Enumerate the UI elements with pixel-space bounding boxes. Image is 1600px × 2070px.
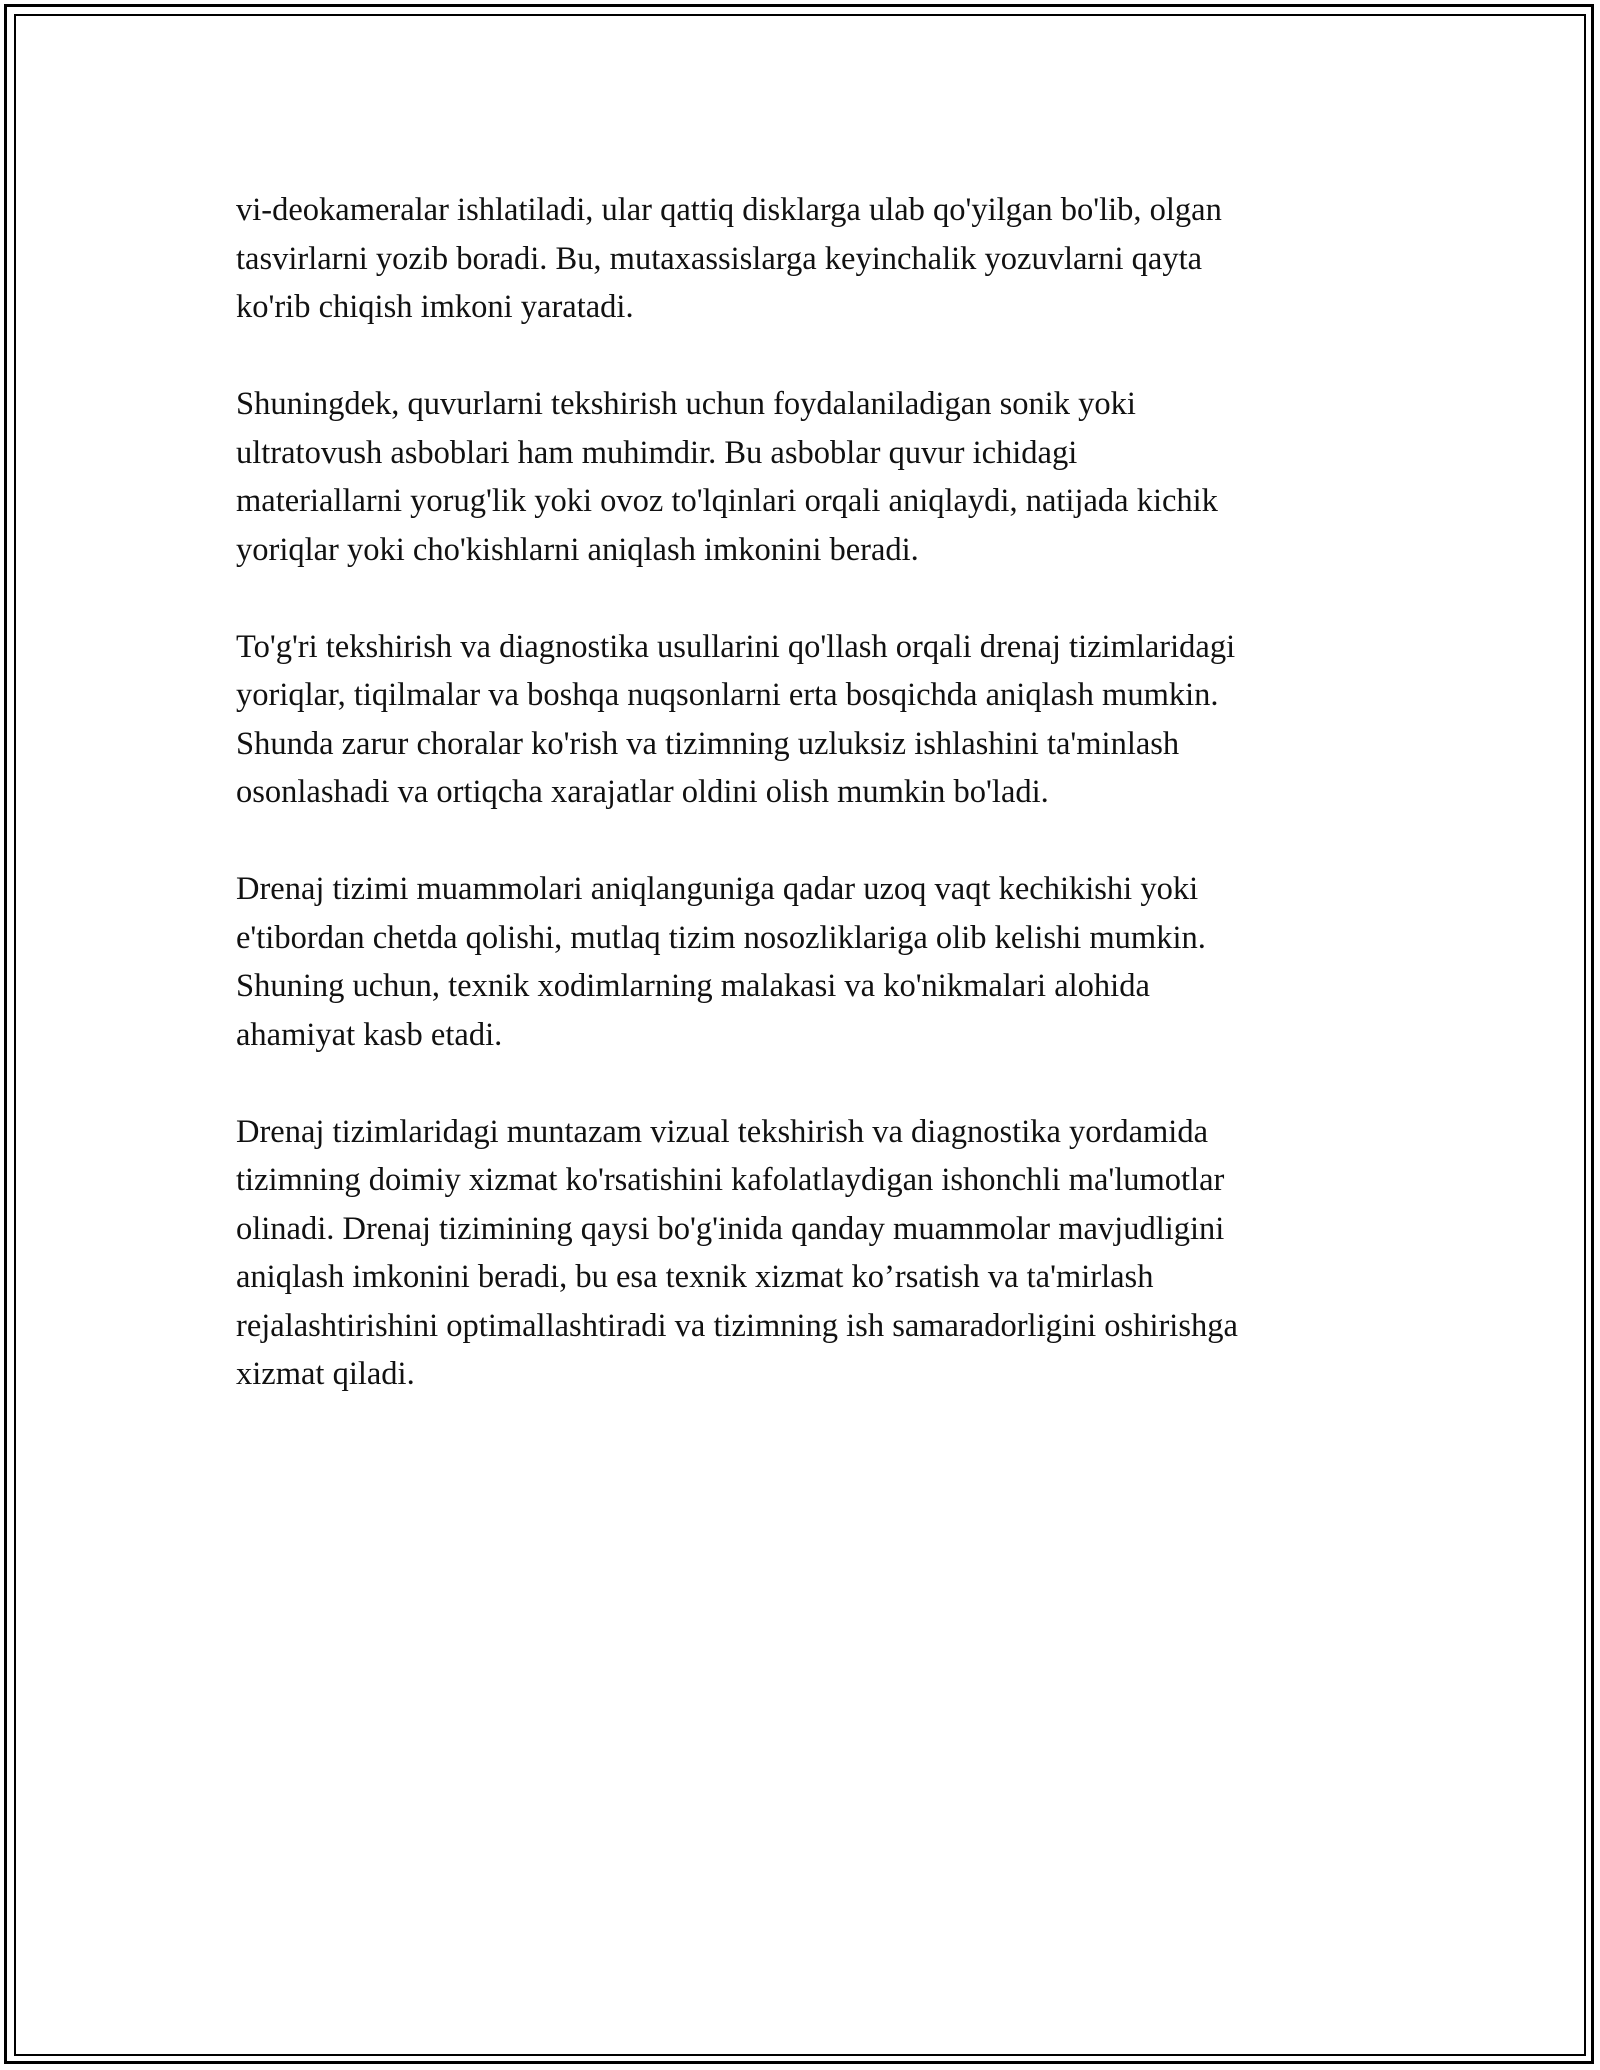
paragraph-5: Drenaj tizimlaridagi muntazam vizual tekshirish va diagnostika yordamida tizimning doimiy xizmat ko'rsatishini kafolatlaydigan ishonchli ma'lumotlar olinadi. Drenaj tizimining qaysi bo'g'inida qanday muammolar mavjudligini aniqlash imkonini beradi, bu esa texnik xizmat ko’rsatish va ta'mirlash rejalashtirishini optimallashtiradi va tizimning ish samaradorligini oshirishga xizmat qiladi.: [236, 1113, 1238, 1392]
paragraph-4: Drenaj tizimi muammolari aniqlanguniga qadar uzoq vaqt kechikishi yoki e'tibordan chetda qolishi, mutlaq tizim nosozliklariga olib kelishi mumkin. Shuning uchun, texnik xodimlarning malakasi va ko'nikmalari alohida ahamiyat kasb etadi.: [236, 871, 1206, 1053]
paragraph-1: vi-deokameralar ishlatiladi, ular qattiq disklarga ulab qo'yilgan bo'lib, olgan tasvirlarni yozib boradi. Bu, mutaxassislarga keyinchalik yozuvlarni qayta ko'rib chiqish imkoni yaratadi.: [236, 192, 1222, 325]
document-body: [236, 186, 1376, 1447]
paragraph-2: Shuningdek, quvurlarni tekshirish uchun foydalaniladigan sonik yoki ultratovush asboblari ham muhimdir. Bu asboblar quvur ichidagi materiallarni yorug'lik yoki ovoz to'lqinlari orqali aniqlaydi, natijada kichik yoriqlar yoki cho'kishlarni aniqlash imkonini beradi.: [236, 386, 1218, 568]
paragraph-3: To'g'ri tekshirish va diagnostika usullarini qo'llash orqali drenaj tizimlaridagi yoriqlar, tiqilmalar va boshqa nuqsonlarni erta bosqichda aniqlash mumkin. Shunda zarur choralar ko'rish va tizimning uzluksiz ishlashini ta'minlash osonlashadi va ortiqcha xarajatlar oldini olish mumkin bo'ladi.: [236, 628, 1236, 810]
